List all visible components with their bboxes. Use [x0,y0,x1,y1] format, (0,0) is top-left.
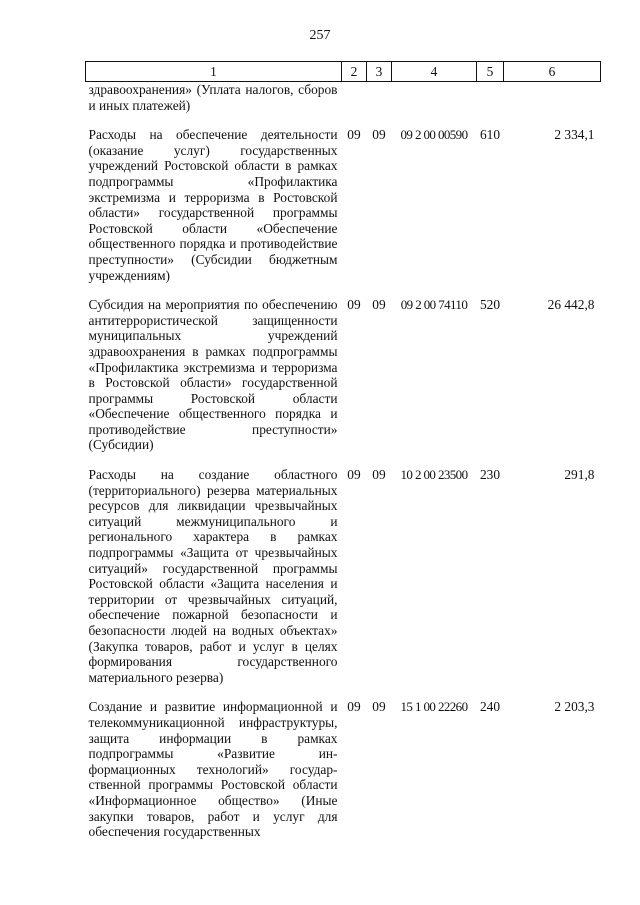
row-spacer [86,283,601,297]
row-pr: 09 [372,699,386,715]
page-number: 257 [309,28,331,43]
row-sum: 26 442,8 [547,297,595,313]
row-sum: 2 334,1 [554,127,595,143]
row-rz [342,82,367,114]
row-pr: 09 [372,467,386,483]
table-row [86,699,601,839]
header-row [86,62,601,82]
table-row [86,467,601,685]
row-pr: 09 [372,127,386,143]
row-description: Создание и развитие информационной и телекоммуникационной инфраструктуры, защита информации в рамках подпрограммы «Развитие информационных технологий» государственной программы Ростовской области «Информационное общество» (Иные закупки товаров, работ и услуг для обеспечения государственных [88,699,338,840]
table-row [86,127,601,283]
row-spacer [86,453,601,467]
row-rz: 09 [347,127,361,143]
row-pr [367,82,392,114]
row-vr [477,82,504,114]
table-body [86,82,601,840]
row-sum [504,82,601,114]
row-vr: 610 [479,127,501,143]
row-description: Субсидия на мероприятия по обеспечению антитеррористической защищенности муниципальных учреждений здравоохранения в рамках подпрограммы «Профилактика экстремизма и терроризма в Ростовской области» государственной программы Ростовской области «Обеспечение общественного порядка и противодействие преступности» (Субсидии) [88,297,338,453]
header-col-6: 6 [504,62,601,82]
row-sum: 2 203,3 [554,699,595,715]
row-sum: 291,8 [564,467,595,483]
row-csr: 10 2 00 23500 [400,467,468,483]
header-col-1: 1 [86,62,342,82]
row-vr: 520 [479,297,501,313]
row-spacer [86,113,601,127]
row-description: здравоохранения» (Уплата налогов, сборов и иных платежей) [88,82,338,113]
row-vr: 230 [479,467,501,483]
row-pr: 09 [372,297,386,313]
table-row [86,82,601,114]
header-col-3: 3 [367,62,392,82]
header-col-4: 4 [392,62,477,82]
row-description: Расходы на создание областного (территориального) резерва материальных ресурсов для ликвидации чрезвычайных ситуаций межмуниципального и регионального характера в рамках подпрограммы «Защита от чрезвычайных ситуаций» государственной программы Ростовской области «Защита населения и территории от чрезвычайных ситуаций, обеспечение пожарной безопасности и безопасности людей на водных объектах» (Закупка товаров, работ и услуг в целях формирования государственного материального резерва) [88,467,338,685]
row-csr: 09 2 00 74110 [400,297,468,313]
row-rz: 09 [347,467,361,483]
row-csr [392,82,477,114]
header-col-5: 5 [477,62,504,82]
header-col-2: 2 [342,62,367,82]
row-description: Расходы на обеспечение деятельности (оказание услуг) государственных учреждений Ростовской области в рамках подпрограммы «Профилактика экстремизма и терроризма в Ростовской области» государственной программы Ростовской области «Обеспечение общественного порядка и противодействие преступности» (Субсидии бюджетным учреждениям) [88,127,338,283]
row-spacer [86,685,601,699]
row-rz: 09 [347,699,361,715]
table-row [86,297,601,453]
row-csr: 15 1 00 22260 [400,699,468,715]
row-csr: 09 2 00 00590 [400,127,468,143]
budget-table [85,61,601,840]
row-vr: 240 [479,699,501,715]
row-rz: 09 [347,297,361,313]
table-header [86,62,601,82]
